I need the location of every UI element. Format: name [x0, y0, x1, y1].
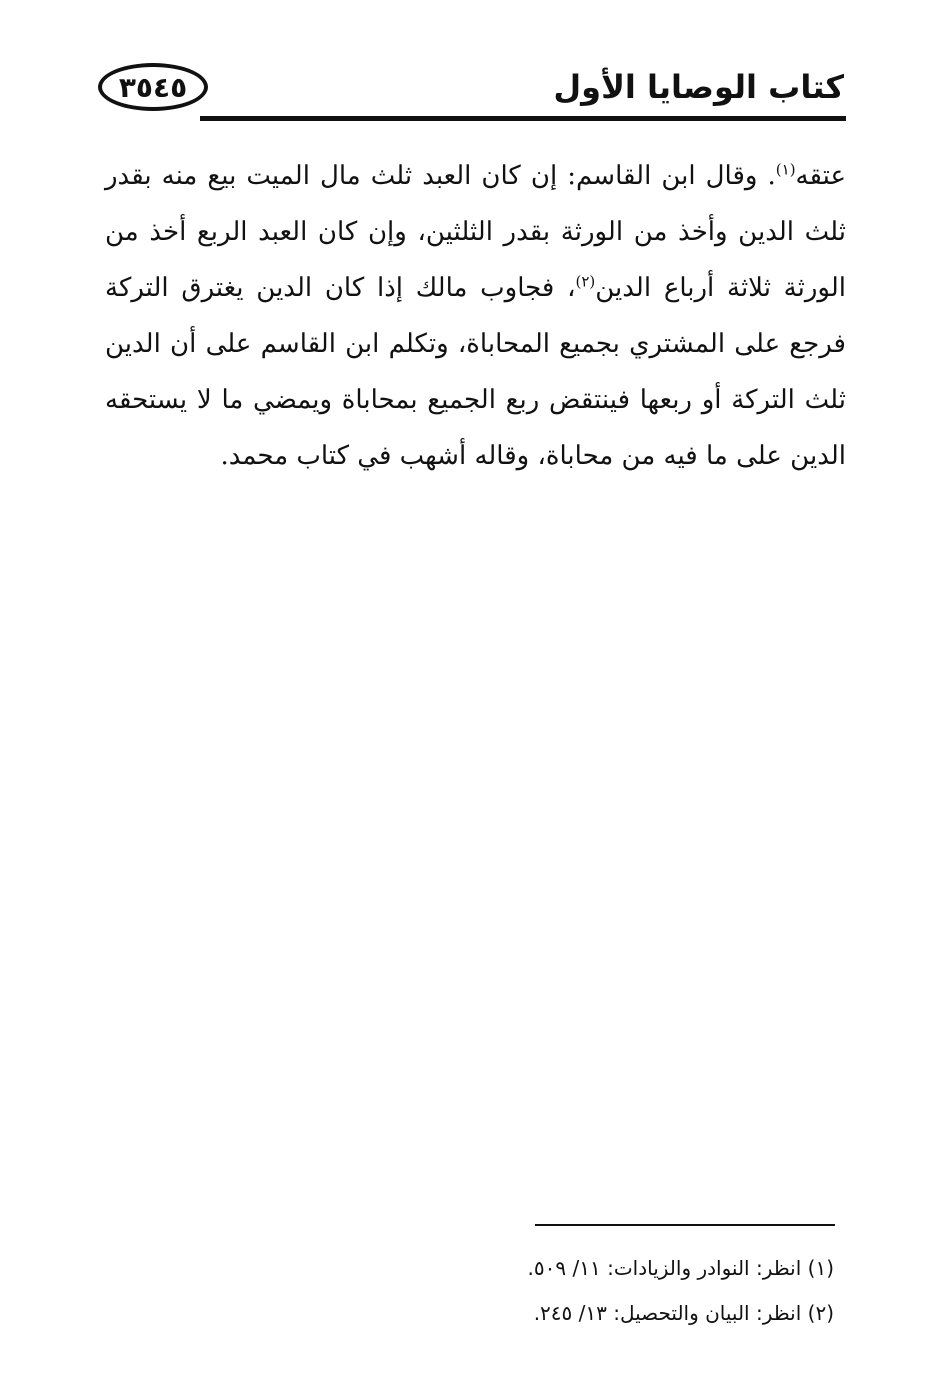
- text-segment-2: . وقال ابن القاسم: إن كان العبد ثلث مال الميت بيع منه بقدر ثلث الدين وأخذ من الورثة بقدر الثلثين، وإن كان العبد الربع أخذ من الورثة ثلاثة أرباع الدين: [105, 161, 846, 303]
- text-segment-3: ، فجاوب مالك إذا كان الدين يغترق التركة فرجع على المشتري بجميع المحاباة، وتكلم ابن القاسم على أن الدين ثلث التركة أو ربعها فينتقض ربع الجميع بمحاباة ويمضي ما لا يستحقه الدين على ما فيه من محاباة، وقاله أشهب في كتاب محمد.: [105, 273, 846, 471]
- footnote-ref-1[interactable]: (١): [775, 160, 796, 179]
- main-text: [105, 148, 846, 484]
- page-number: [98, 63, 208, 111]
- footnote-ref-2[interactable]: (٢): [575, 272, 596, 291]
- footnotes: [480, 1246, 834, 1336]
- text-segment-1: عتقه: [795, 161, 846, 191]
- page-number-text: ٣٥٤٥: [118, 70, 188, 104]
- page-header: [0, 0, 926, 130]
- footnote-2: (٢) انظر: البيان والتحصيل: ١٣/ ٢٤٥.: [533, 1301, 834, 1325]
- book-title: كتاب الوصايا الأول: [553, 68, 844, 106]
- footnote-separator: [535, 1224, 835, 1226]
- footnote-1: (١) انظر: النوادر والزيادات: ١١/ ٥٠٩.: [527, 1256, 834, 1280]
- header-rule: [200, 116, 846, 121]
